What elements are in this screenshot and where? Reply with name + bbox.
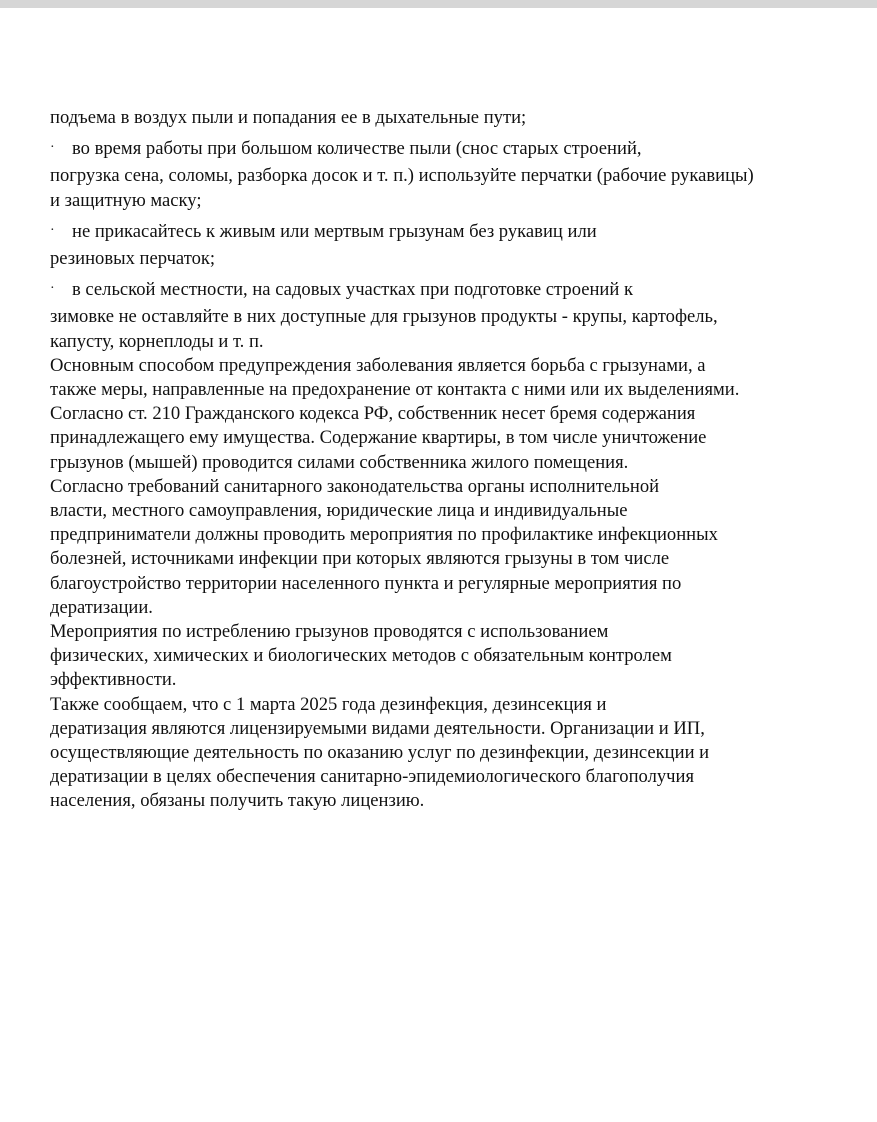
- text-line: осуществляющие деятельность по оказанию услуг по дезинфекции, дезинсекции и: [50, 742, 710, 764]
- text-line: дератизации в целях обеспечения санитарно-эпидемиологического благополучия: [50, 766, 695, 788]
- text-line: болезней, источниками инфекции при которых являются грызуны в том числе: [50, 548, 670, 570]
- text-line: населения, обязаны получить такую лицензию.: [50, 790, 425, 812]
- text-line: Согласно требований санитарного законодательства органы исполнительной: [50, 475, 660, 497]
- text-line: зимовке не оставляйте в них доступные для грызунов продукты - крупы, картофель,: [50, 306, 718, 328]
- bullet-dot-icon: ·: [50, 281, 55, 297]
- bullet-item: [50, 277, 850, 302]
- bullet-item: [50, 219, 850, 244]
- text-line: Также сообщаем, что с 1 марта 2025 года дезинфекция, дезинсекция и: [50, 693, 607, 715]
- document-page: [50, 106, 850, 814]
- text-line: дератизации.: [50, 596, 153, 618]
- bullet-text: в сельской местности, на садовых участках при подготовке строений к: [72, 279, 634, 301]
- text-line: предприниматели должны проводить мероприятия по профилактике инфекционных: [50, 524, 718, 546]
- text-line: принадлежащего ему имущества. Содержание квартиры, в том числе уничтожение: [50, 427, 707, 449]
- text-line: погрузка сена, соломы, разборка досок и т. п.) используйте перчатки (рабочие рукавицы): [50, 165, 754, 187]
- text-line: также меры, направленные на предохранение от контакта с ними или их выделениями.: [50, 379, 740, 401]
- bullet-text: во время работы при большом количестве пыли (снос старых строений,: [72, 138, 642, 160]
- top-status-bar: [0, 0, 877, 8]
- text-line: и защитную маску;: [50, 189, 202, 211]
- text-line: резиновых перчаток;: [50, 248, 216, 270]
- bullet-dot-icon: ·: [50, 222, 55, 238]
- text-line: дератизация являются лицензируемыми видами деятельности. Организации и ИП,: [50, 717, 705, 739]
- bullet-item: [50, 136, 850, 161]
- text-line: Мероприятия по истреблению грызунов проводятся с использованием: [50, 621, 609, 643]
- text-line: физических, химических и биологических методов с обязательным контролем: [50, 645, 672, 667]
- text-line: подъема в воздух пыли и попадания ее в дыхательные пути;: [50, 107, 527, 128]
- text-line: власти, местного самоуправления, юридические лица и индивидуальные: [50, 500, 628, 522]
- text-line: эффективности.: [50, 669, 177, 691]
- text-line: благоустройство территории населенного пункта и регулярные мероприятия по: [50, 572, 682, 594]
- text-line: Согласно ст. 210 Гражданского кодекса РФ, собственник несет бремя содержания: [50, 403, 696, 425]
- text-line: грызунов (мышей) проводится силами собственника жилого помещения.: [50, 451, 629, 473]
- text-line: капусту, корнеплоды и т. п.: [50, 330, 264, 352]
- bullet-text: не прикасайтесь к живым или мертвым грызунам без рукавиц или: [72, 220, 597, 242]
- text-line: Основным способом предупреждения заболевания является борьба с грызунами, а: [50, 354, 706, 376]
- bullet-dot-icon: ·: [50, 140, 55, 156]
